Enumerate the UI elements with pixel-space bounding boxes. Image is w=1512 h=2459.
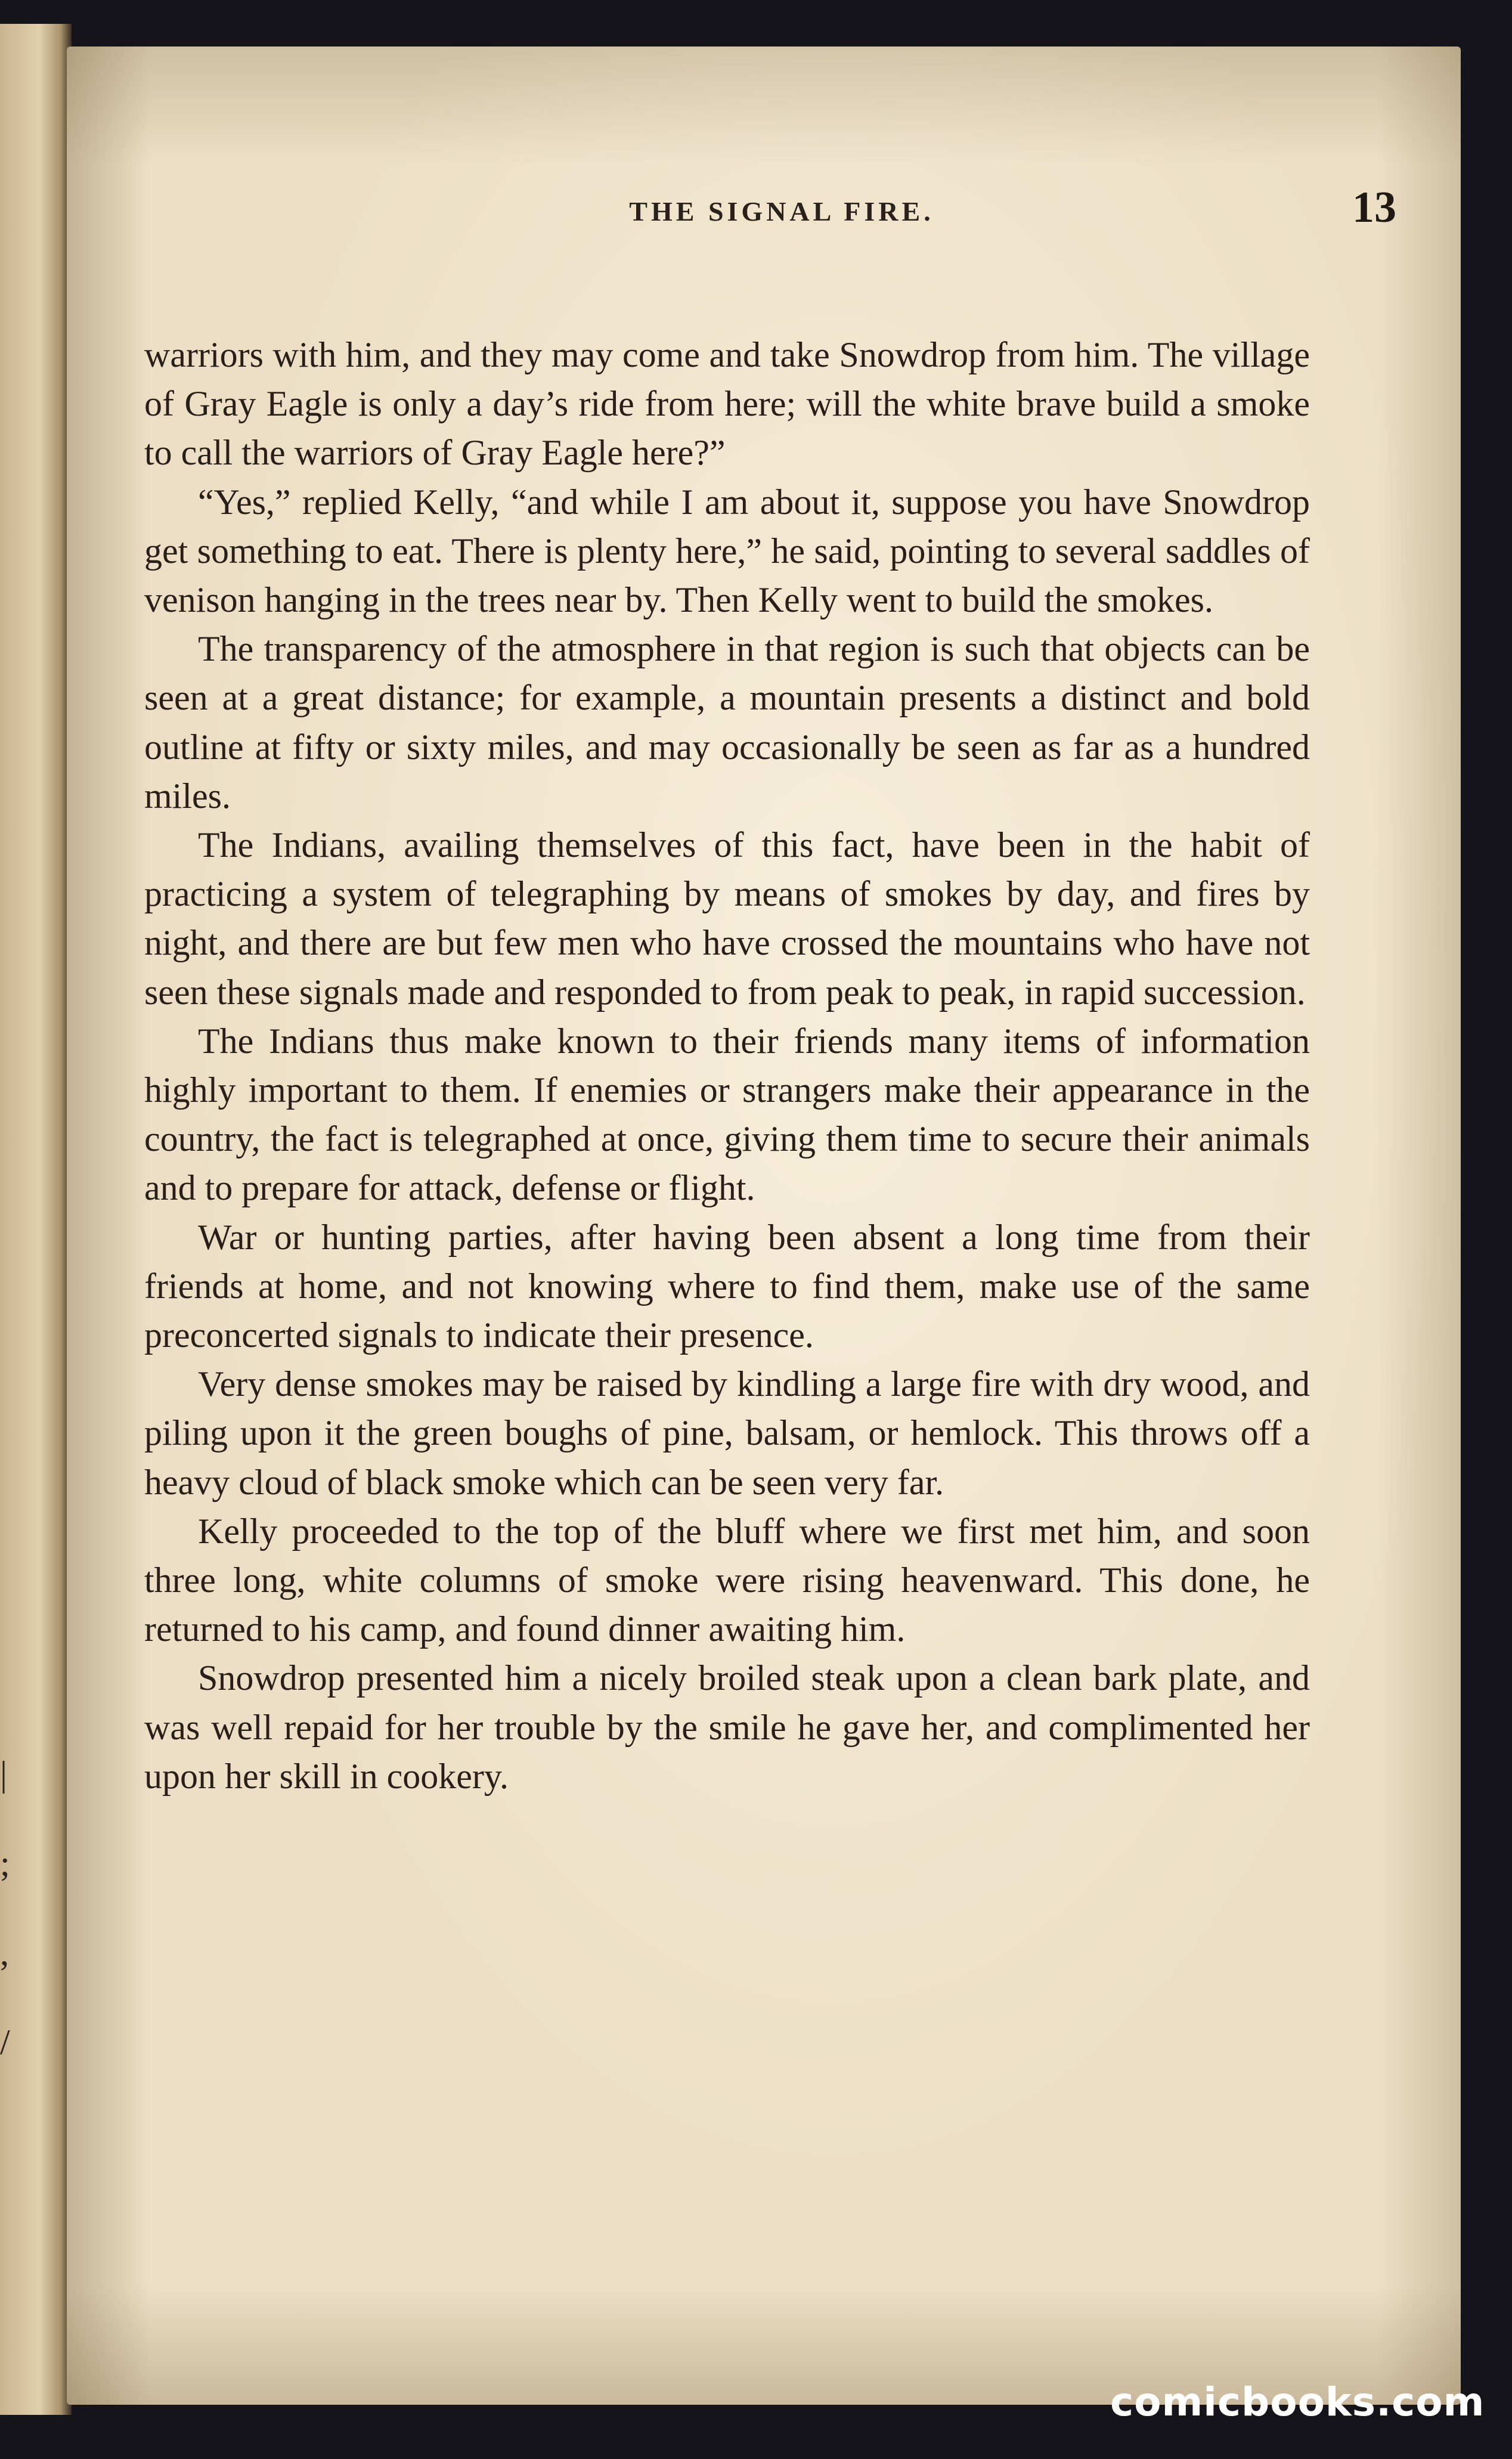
paragraph: Kelly proceeded to the top of the bluff where we first met him, and soon three long, white columns of smoke were rising heavenward. This done, he returned to his camp, and found dinner awaiting him. [144,1511,1310,1649]
paragraph: warriors with him, and they may come and take Snowdrop from him. The village of Gray Eagle is only a day’s ride from here; will the white brave build a smoke to call the warriors of Gray Eagle here?” [144,335,1310,473]
running-title: THE SIGNAL FIRE. [629,196,934,227]
page-number: 13 [1352,183,1396,232]
running-head [67,183,1461,267]
paragraph: The Indians thus make known to their friends many items of information highly important to them. If enemies or strangers make their appearance in the country, the fact is telegraphed at once, giving them time to secure their animals and to prepare for attack, defense or flight. [144,1021,1310,1208]
body-text [144,330,1310,1801]
gutter-marks: | ; , / [0,1754,10,2062]
paragraph: “Yes,” replied Kelly, “and while I am about it, suppose you have Snowdrop get something to eat. There is plenty here,” he said, pointing to several saddles of venison hanging in the trees near by. Then Kelly went to build the smokes. [144,482,1310,620]
paragraph: Very dense smokes may be raised by kindling a large fire with dry wood, and piling upon it the green boughs of pine, balsam, or hemlock. This throws off a heavy cloud of black smoke which can be seen very far. [144,1364,1310,1502]
book-page [67,47,1461,2405]
paragraph: The Indians, availing themselves of this fact, have been in the habit of practicing a system of telegraphing by means of smokes by day, and fires by night, and there are but few men who have crossed the mountains who have not seen these signals made and responded to from peak to peak, in rapid succession. [144,825,1310,1012]
watermark: comicbooks.com [1110,2379,1485,2425]
paragraph: War or hunting parties, after having been absent a long time from their friends at home, and not knowing where to find them, make use of the same preconcerted signals to indicate their presence. [144,1217,1310,1355]
paragraph: Snowdrop presented him a nicely broiled steak upon a clean bark plate, and was well repaid for her trouble by the smile he gave her, and complimented her upon her skill in cookery. [144,1658,1310,1796]
paragraph: The transparency of the atmosphere in that region is such that objects can be seen at a great distance; for example, a mountain presents a distinct and bold outline at fifty or sixty miles, and may occasionally be seen as far as a hundred miles. [144,629,1310,816]
